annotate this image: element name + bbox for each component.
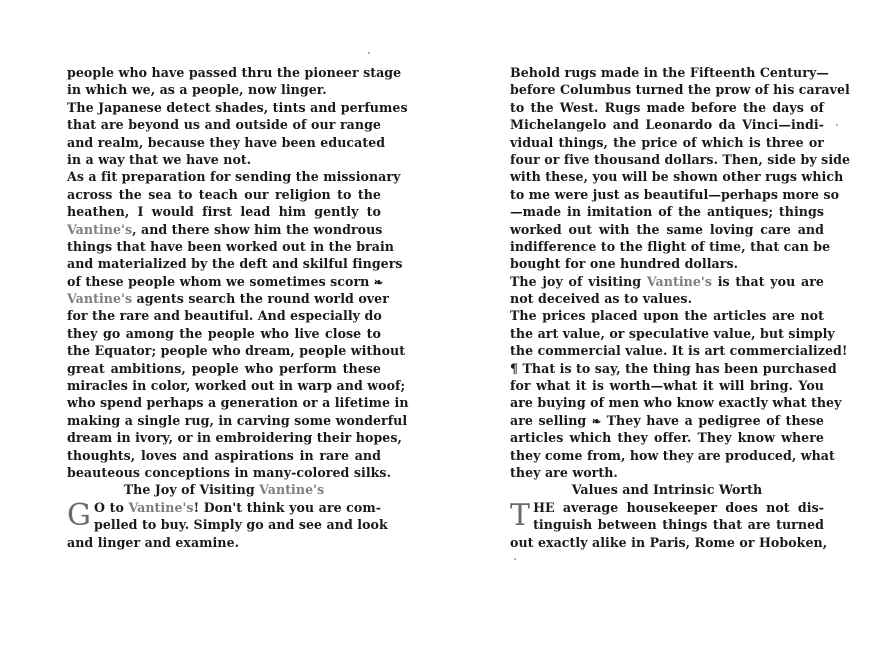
- text-line: are buying of men who know exactly what they: [510, 395, 842, 411]
- text-line: dream in ivory, or in embroidering their hopes,: [67, 430, 402, 446]
- text-line: not deceived as to values.: [510, 291, 693, 307]
- text-line: out exactly alike in Paris, Rome or Hoboken,: [510, 534, 828, 550]
- text-line: heathen, I would first lead him gently to: [67, 204, 381, 220]
- text-line: HE average housekeeper does not dis-: [533, 499, 824, 515]
- text-line: in a way that we have not.: [67, 151, 252, 167]
- section-heading: Values and Intrinsic Worth: [571, 482, 763, 498]
- text-line: four or five thousand dollars. Then, side by side: [510, 151, 851, 167]
- text-line: —made in imitation of the antiques; things: [510, 204, 824, 220]
- text-line: they are worth.: [510, 464, 618, 480]
- ornament-icon: ❧: [591, 414, 602, 428]
- text-line: before Columbus turned the prow of his caravel: [510, 82, 850, 98]
- left-page: [67, 64, 409, 551]
- text-line: for what it is worth—what it will bring. You: [510, 378, 824, 394]
- text-line: ¶ That is to say, the thing has been purchased: [510, 360, 837, 376]
- text-line: indifference to the flight of time, that can be: [510, 238, 831, 254]
- text-line: making a single rug, in carving some wonderful: [67, 412, 408, 428]
- text-line: vidual things, the price of which is three or: [510, 134, 824, 150]
- drop-cap: T: [510, 497, 531, 533]
- text-line: The Japanese detect shades, tints and perfumes: [67, 99, 408, 115]
- text-line: and linger and examine.: [67, 534, 240, 550]
- text-line: O to Vantine's! Don't think you are com-: [94, 499, 382, 515]
- text-line: The joy of visiting Vantine's is that you are: [510, 273, 824, 289]
- drop-cap: G: [67, 497, 92, 533]
- text-line: and materialized by the deft and skilful fingers: [67, 256, 403, 272]
- brand-vantines: Vantine's: [259, 482, 325, 498]
- text-line: Vantine's, and there show him the wondrous: [67, 221, 383, 237]
- text-line: great ambitions, people who perform these: [67, 360, 381, 376]
- brand-vantines: Vantine's: [67, 221, 133, 237]
- text-line: for the rare and beautiful. And especially do: [67, 308, 382, 324]
- text-line: Michelangelo and Leonardo da Vinci—indi-: [510, 117, 824, 133]
- text-line: with these, you will be shown other rugs which: [510, 169, 844, 185]
- text-line: articles which they offer. They know where: [510, 430, 824, 446]
- text-line: The prices placed upon the articles are not: [510, 308, 824, 324]
- text-line: pelled to buy. Simply go and see and look: [94, 517, 388, 533]
- print-speck: [368, 52, 370, 54]
- text-line: Behold rugs made in the Fifteenth Century—: [510, 65, 829, 80]
- text-line: to the West. Rugs made before the days of: [510, 99, 824, 115]
- text-line: As a fit preparation for sending the missionary: [67, 169, 401, 185]
- text-line: they come from, how they are produced, what: [510, 447, 835, 463]
- text-line: bought for one hundred dollars.: [510, 256, 739, 272]
- text-line: things that have been worked out in the brain: [67, 238, 394, 254]
- text-line: in which we, as a people, now linger.: [67, 82, 327, 98]
- right-page: [510, 64, 851, 551]
- section-heading: The Joy of Visiting Vantine's: [123, 482, 325, 498]
- text-line: that are beyond us and outside of our range: [67, 117, 381, 133]
- text-line: the commercial value. It is art commercialized!: [510, 343, 848, 359]
- text-line: who spend perhaps a generation or a lifetime in: [67, 395, 409, 411]
- text-line: people who have passed thru the pioneer stage: [67, 65, 402, 80]
- text-line: across the sea to teach our religion to the: [67, 186, 381, 202]
- paragraph-with-drop-cap: [67, 497, 388, 551]
- text-line: worked out with the same loving care and: [510, 221, 824, 237]
- text-line: Vantine's agents search the round world over: [67, 291, 389, 307]
- text-line: the art value, or speculative value, but simply: [510, 325, 835, 341]
- brand-vantines: Vantine's: [128, 499, 194, 515]
- text-line: beauteous conceptions in many-colored silks.: [67, 464, 391, 480]
- text-line: to me were just as beautiful—perhaps more so: [510, 186, 840, 202]
- text-line: tinguish between things that are turned: [533, 517, 824, 533]
- brand-vantines: Vantine's: [646, 273, 712, 289]
- text-line: and realm, because they have been educated: [67, 134, 386, 150]
- text-line: the Equator; people who dream, people without: [67, 343, 406, 359]
- text-line: thoughts, loves and aspirations in rare and: [67, 447, 381, 463]
- paragraph-with-drop-cap: [510, 497, 828, 551]
- text-line: miracles in color, worked out in warp and woof;: [67, 378, 406, 394]
- brand-vantines: Vantine's: [67, 291, 133, 307]
- print-speck: [836, 124, 838, 126]
- print-speck: [514, 558, 516, 560]
- text-line: they go among the people who live close to: [67, 325, 381, 341]
- text-line: of these people whom we sometimes scorn ❧: [67, 273, 384, 289]
- text-line: are selling ❧ They have a pedigree of these: [510, 412, 824, 428]
- ornament-icon: ❧: [373, 275, 384, 289]
